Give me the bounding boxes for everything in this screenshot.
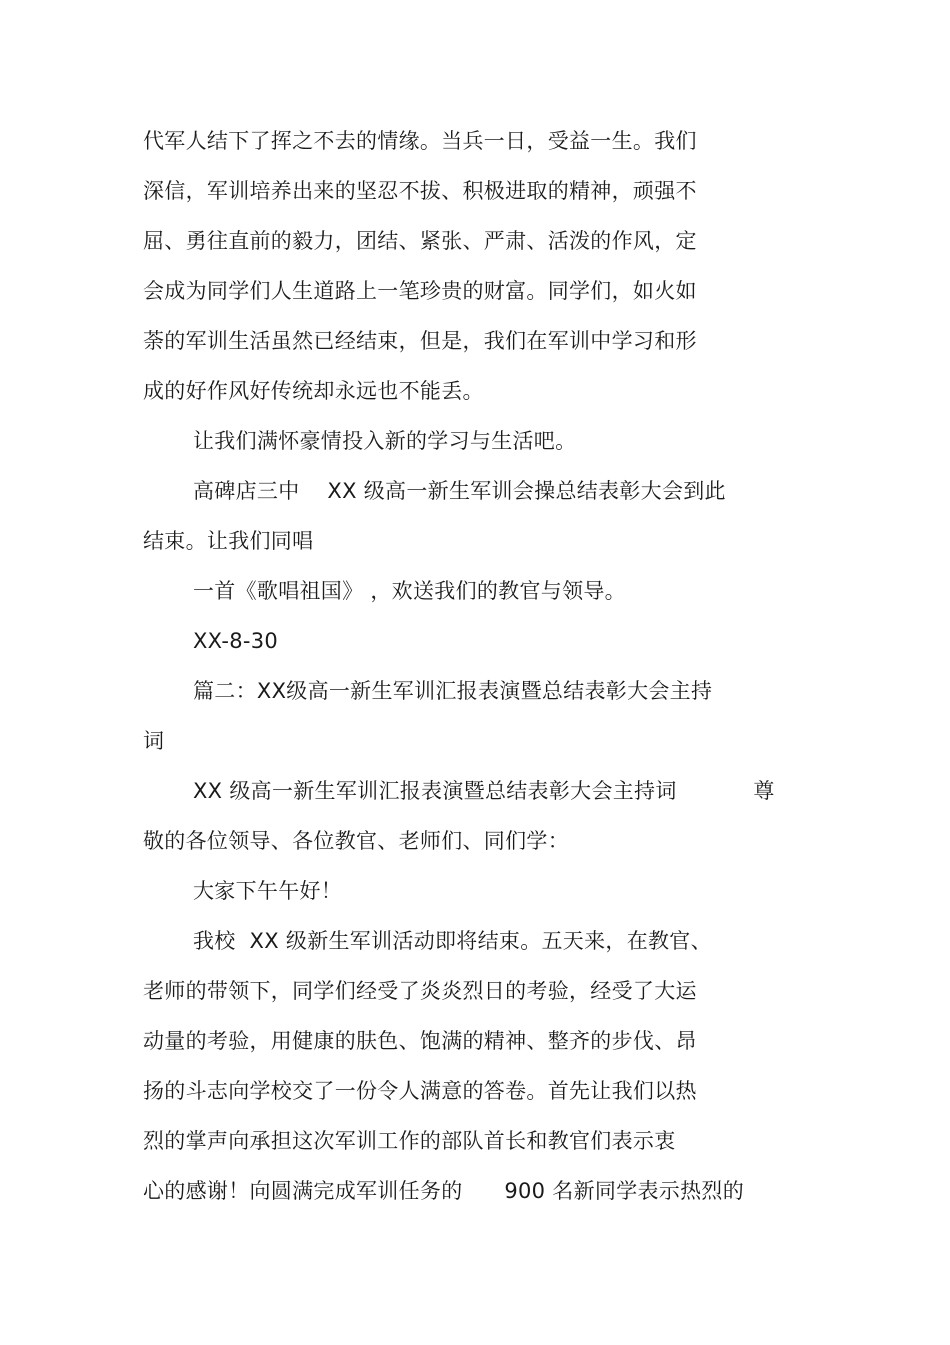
paragraph-line: 高碑店三中 XX 级高一新生军训会操总结表彰大会到此 [193, 479, 726, 503]
paragraph-line: 动量的考验，用健康的肤色、饱满的精神、整齐的步伐、昂 [143, 1029, 697, 1053]
paragraph-line: 结束。让我们同唱 [143, 529, 314, 553]
section-heading-continued: 词 [143, 729, 165, 753]
date-line: XX-8-30 [193, 629, 279, 653]
paragraph-line: 我校 XX 级新生军训活动即将结束。五天来，在教官、 [193, 929, 712, 953]
paragraph-line: 老师的带领下，同学们经受了炎炎烈日的考验，经受了大运 [143, 979, 697, 1003]
paragraph-line: 烈的掌声向承担这次军训工作的部队首长和教官们表示衷 [143, 1129, 676, 1153]
paragraph-line: 会成为同学们人生道路上一笔珍贵的财富。同学们，如火如 [143, 279, 697, 303]
paragraph-line: 荼的军训生活虽然已经结束，但是，我们在军训中学习和形 [143, 329, 697, 353]
paragraph-line: 成的好作风好传统却永远也不能丢。 [143, 379, 484, 403]
section-heading: 篇二：XX级高一新生军训汇报表演暨总结表彰大会主持 [193, 679, 713, 703]
greeting-line: 大家下午午好！ [193, 879, 343, 903]
paragraph-line: 扬的斗志向学校交了一份令人满意的答卷。首先让我们以热 [143, 1079, 697, 1103]
paragraph-line: 心的感谢！向圆满完成军训任务的 900 名新同学表示热烈的 [143, 1179, 745, 1203]
paragraph-line: 深信，军训培养出来的坚忍不拔、积极进取的精神，顽强不 [143, 179, 697, 203]
paragraph-line: XX 级高一新生军训汇报表演暨总结表彰大会主持词 尊 [193, 779, 775, 803]
paragraph-line: 代军人结下了挥之不去的情缘。当兵一日，受益一生。我们 [143, 129, 697, 153]
paragraph-line: 一首《歌唱祖国》 ，欢送我们的教官与领导。 [193, 579, 626, 603]
paragraph-line: 让我们满怀豪情投入新的学习与生活吧。 [193, 429, 577, 453]
paragraph-line: 屈、勇往直前的毅力，团结、紧张、严肃、活泼的作风，定 [143, 229, 697, 253]
paragraph-line: 敬的各位领导、各位教官、老师们、同们学： [143, 829, 569, 853]
